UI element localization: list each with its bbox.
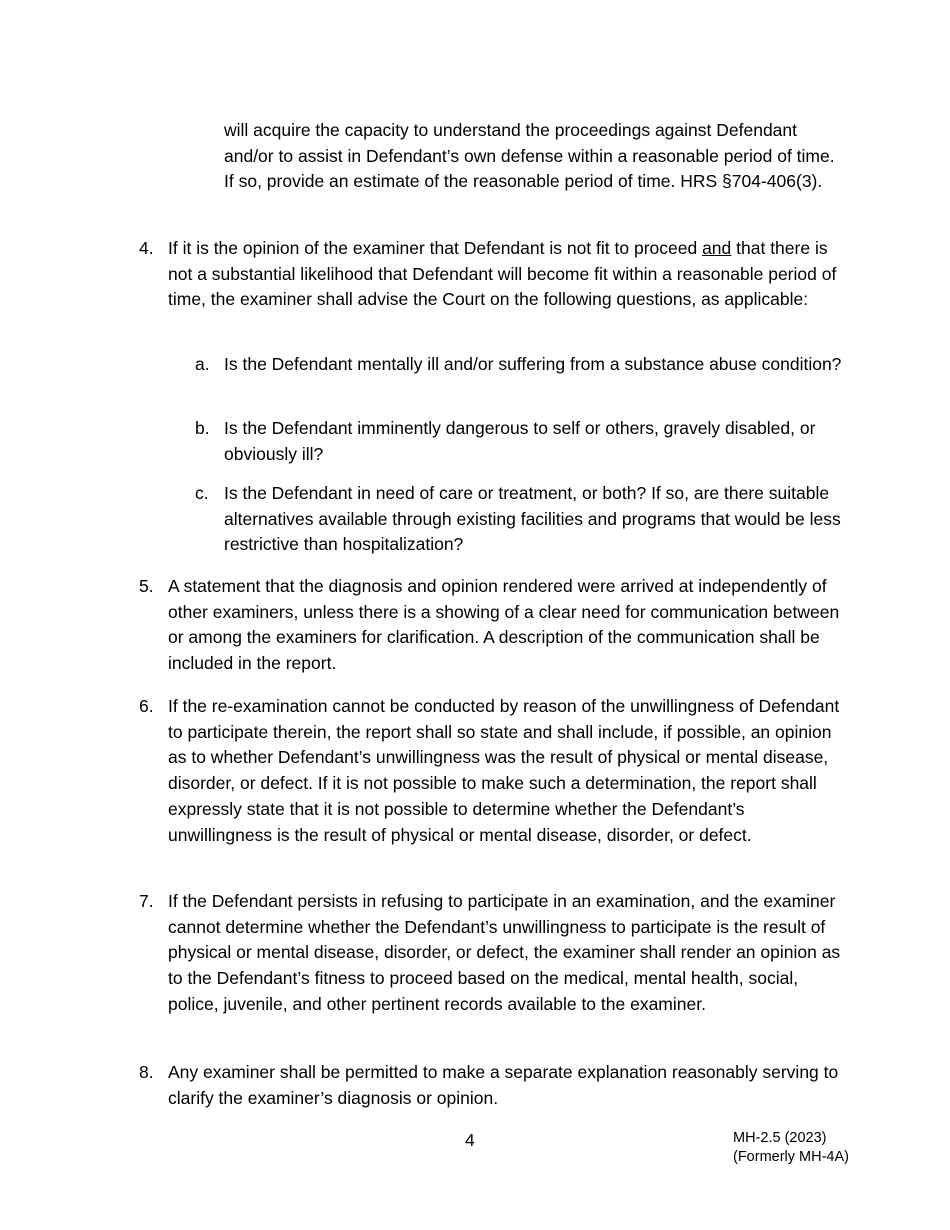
sub-item-letter: c. — [195, 483, 209, 503]
list-item-number: 8. — [139, 1062, 154, 1082]
form-identifier — [733, 1129, 849, 1167]
list-item-6 — [139, 694, 849, 848]
list-item-4 — [139, 236, 849, 313]
list-item-8 — [139, 1060, 849, 1111]
list-item-5 — [139, 574, 849, 677]
text-run: If it is the opinion of the examiner that Defendant is not fit to proceed — [168, 238, 703, 258]
list-item-7 — [139, 889, 849, 1018]
list-item-number: 7. — [139, 891, 154, 911]
list-item-text — [168, 236, 849, 313]
sub-item-text: Is the Defendant in need of care or treatment, or both? If so, are there suitable alternatives available through existing facilities and programs that would be less restrictive than hospitalization? — [224, 483, 841, 555]
sub-item-text: Is the Defendant mentally ill and/or suffering from a substance abuse condition? — [224, 354, 842, 374]
sub-item-letter: b. — [195, 418, 210, 438]
list-item-text: A statement that the diagnosis and opinion rendered were arrived at independently of other examiners, unless there is a showing of a clear need for communication between or among the examiners for clarification. A description of the communication shall be included in the report. — [168, 576, 840, 674]
form-code: MH-2.5 (2023) — [733, 1130, 827, 1146]
list-item-text: If the re-examination cannot be conducted by reason of the unwillingness of Defendant to participate therein, the report shall so state and shall include, if possible, an opinion as to whether Defendant’s unwillingness was the result of physical or mental disease, disorder, or defect. If it is not possible to make such a determination, the report shall expressly state that it is not possible to determine whether the Defendant’s unwillingness is the result of physical or mental disease, disorder, or defect. — [168, 696, 840, 845]
page-number: 4 — [465, 1130, 475, 1150]
sub-item-letter: a. — [195, 354, 210, 374]
list-item-number: 4. — [139, 238, 154, 258]
sub-item-c — [195, 481, 845, 558]
list-item-text: Any examiner shall be permitted to make a separate explanation reasonably serving to clarify the examiner’s diagnosis or opinion. — [168, 1062, 839, 1108]
sub-item-text: Is the Defendant imminently dangerous to self or others, gravely disabled, or obviously ill? — [224, 418, 816, 464]
underlined-word: and — [702, 238, 732, 258]
sub-item-a — [195, 352, 845, 378]
list-item-text: If the Defendant persists in refusing to participate in an examination, and the examiner cannot determine whether the Defendant’s unwillingness to participate is the result of physical or mental disease, disorder, or defect, the examiner shall render an opinion as to the Defendant’s fitness to proceed based on the medical, mental health, social, police, juvenile, and other pertinent records available to the examiner. — [168, 891, 841, 1014]
former-form-code: (Formerly MH-4A) — [733, 1149, 849, 1165]
text-run: that there is not a substantial likelihood that Defendant will become fit within a reasonable period of time, the examiner shall advise the Court on the following questions, as applicable: — [168, 238, 837, 310]
sub-item-b — [195, 416, 845, 467]
list-item-number: 5. — [139, 576, 154, 596]
list-item-number: 6. — [139, 696, 154, 716]
continuation-paragraph: will acquire the capacity to understand the proceedings against Defendant and/or to assist in Defendant’s own defense within a reasonable period of time. If so, provide an estimate of the reasonable period of time. HRS §704-406(3). — [224, 120, 835, 192]
